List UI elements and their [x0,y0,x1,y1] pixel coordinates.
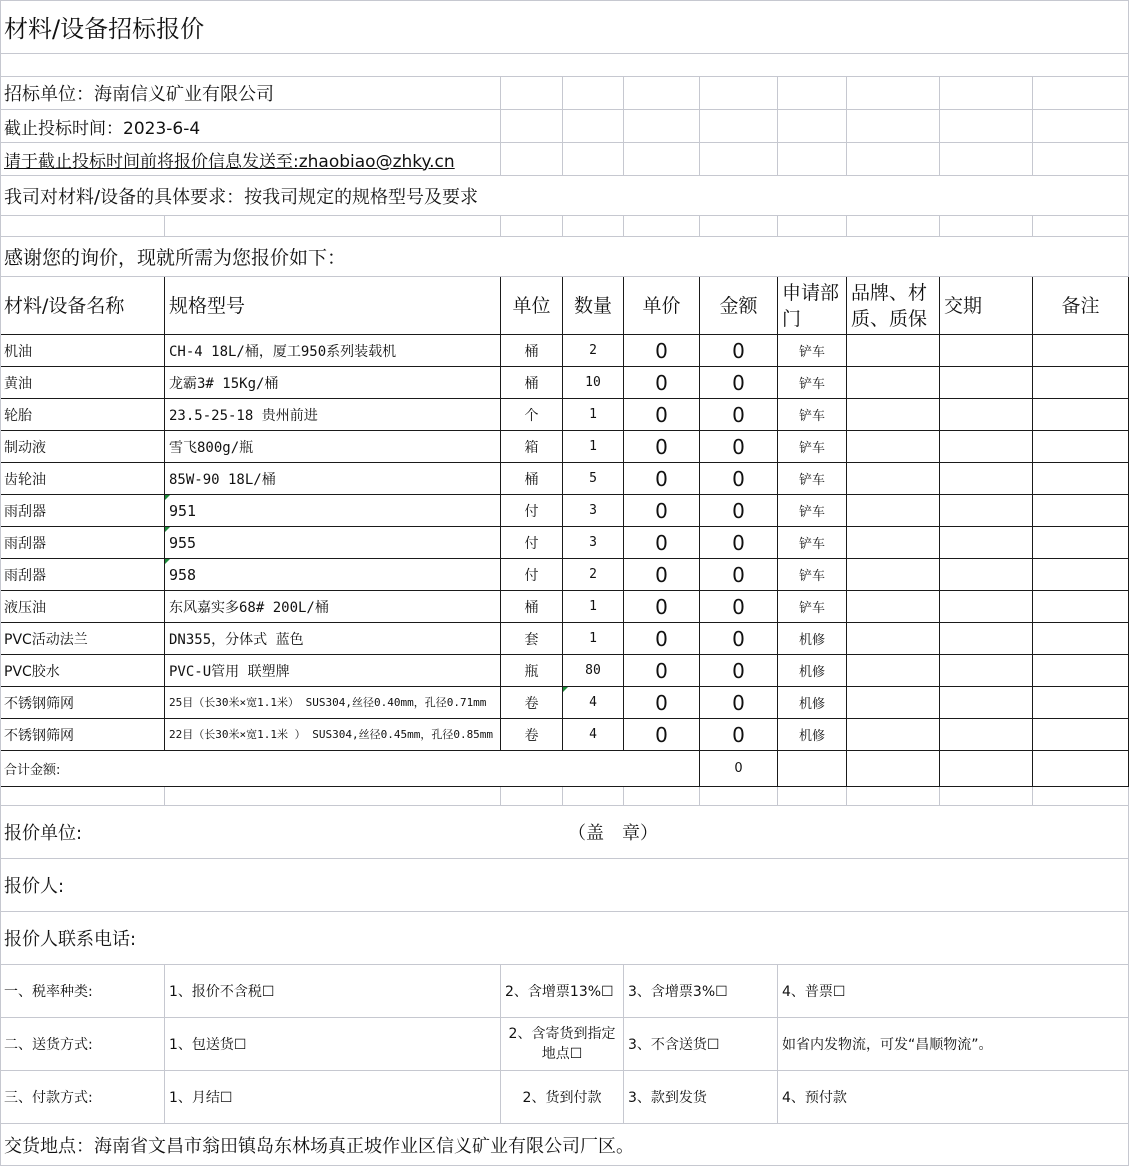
requirement-note: 我司对材料/设备的具体要求：按我司规定的规格型号及要求 [0,176,1129,216]
item-name: PVC胶水 [0,655,165,687]
sheet-left-border [0,0,1,1166]
item-amount: 0 [700,687,778,719]
item-unit: 桶 [501,335,563,367]
item-name: 齿轮油 [0,463,165,495]
empty-cell[interactable] [940,751,1033,787]
item-brand[interactable] [847,431,940,463]
item-spec: 25目（长30米×宽1.1米） SUS304,丝径0.40mm，孔径0.71mm [165,687,501,719]
empty-cell[interactable] [1033,787,1129,806]
item-remark[interactable] [1033,399,1129,431]
item-unit: 卷 [501,687,563,719]
empty-cell[interactable] [563,143,624,176]
item-name: 不锈钢筛网 [0,687,165,719]
option-label-tax: 一、税率种类: [0,965,165,1018]
empty-cell[interactable] [940,787,1033,806]
item-amount: 0 [700,431,778,463]
empty-cell[interactable] [778,143,847,176]
item-brand[interactable] [847,591,940,623]
item-dept: 铲车 [778,463,847,495]
item-unit: 桶 [501,367,563,399]
item-amount: 0 [700,495,778,527]
item-spec: 雪飞800g/瓶 [165,431,501,463]
option-payment-2[interactable]: 2、货到付款 [501,1071,624,1124]
empty-cell[interactable] [778,216,847,237]
empty-cell[interactable] [1033,143,1129,176]
item-qty[interactable]: 4 [563,719,624,751]
header-name: 材料/设备名称 [0,277,165,335]
item-amount: 0 [700,591,778,623]
item-dept: 铲车 [778,335,847,367]
item-spec: 龙霸3# 15Kg/桶 [165,367,501,399]
seal-note: （盖 章） [568,823,658,844]
item-delivery[interactable] [940,367,1033,399]
item-brand[interactable] [847,463,940,495]
empty-cell[interactable] [940,77,1033,110]
empty-cell[interactable] [563,787,624,806]
quote-phone-label: 报价人联系电话: [0,912,1129,965]
item-unit: 桶 [501,591,563,623]
item-qty[interactable]: 1 [563,399,624,431]
item-unit: 桶 [501,463,563,495]
item-dept: 机修 [778,687,847,719]
item-delivery[interactable] [940,559,1033,591]
item-dept: 铲车 [778,495,847,527]
item-delivery[interactable] [940,335,1033,367]
page-title: 材料/设备招标报价 [0,0,1129,54]
quote-unit-label: 报价单位: [4,823,83,844]
empty-cell[interactable] [165,216,501,237]
item-amount: 0 [700,399,778,431]
item-amount: 0 [700,559,778,591]
empty-cell[interactable] [624,143,700,176]
empty-cell[interactable] [778,110,847,143]
option-shipping-1[interactable]: 1、包送货☐ [165,1018,501,1071]
item-qty[interactable]: 10 [563,367,624,399]
empty-cell[interactable] [501,77,563,110]
empty-cell[interactable] [847,77,940,110]
thanks-note: 感谢您的询价，现就所需为您报价如下： [0,237,1129,277]
item-spec: 23.5-25-18 贵州前进 [165,399,501,431]
item-remark[interactable] [1033,335,1129,367]
item-name: 机油 [0,335,165,367]
item-brand[interactable] [847,399,940,431]
item-name: 雨刮器 [0,495,165,527]
item-amount: 0 [700,623,778,655]
item-delivery[interactable] [940,719,1033,751]
item-unit: 个 [501,399,563,431]
empty-cell[interactable] [1033,751,1129,787]
empty-cell[interactable] [165,787,501,806]
empty-cell[interactable] [940,216,1033,237]
total-value: 0 [700,751,778,787]
empty-cell[interactable] [501,216,563,237]
quote-unit-row [0,806,1129,859]
option-tax-1[interactable]: 1、报价不含税☐ [165,965,501,1018]
empty-cell[interactable] [847,110,940,143]
item-dept: 铲车 [778,559,847,591]
item-price[interactable]: 0 [624,367,700,399]
item-delivery[interactable] [940,591,1033,623]
item-qty[interactable]: 80 [563,655,624,687]
empty-cell[interactable] [847,143,940,176]
email-note[interactable]: 请于截止投标时间前将报价信息发送至:zhaobiao@zhky.cn [0,143,501,176]
item-dept: 铲车 [778,591,847,623]
item-unit: 付 [501,495,563,527]
item-qty[interactable]: 2 [563,335,624,367]
item-name: 制动液 [0,431,165,463]
delivery-place: 交货地点：海南省文昌市翁田镇岛东林场真正坡作业区信义矿业有限公司厂区。 [0,1124,1129,1166]
item-remark[interactable] [1033,655,1129,687]
empty-cell[interactable] [624,787,700,806]
item-price[interactable]: 0 [624,719,700,751]
item-spec: 955 [165,527,501,559]
item-price[interactable]: 0 [624,559,700,591]
deadline: 截止投标时间：2023-6-4 [0,110,501,143]
item-qty[interactable]: 2 [563,559,624,591]
tender-unit: 招标单位：海南信义矿业有限公司 [0,77,501,110]
empty-cell[interactable] [778,751,847,787]
item-brand[interactable] [847,527,940,559]
item-spec: 22目（长30米×宽1.1米 ） SUS304,丝径0.45mm，孔径0.85mm [165,719,501,751]
blank-row [0,54,1129,77]
item-qty[interactable]: 1 [563,431,624,463]
empty-cell[interactable] [700,110,778,143]
item-name: 黄油 [0,367,165,399]
header-amount: 金额 [700,277,778,335]
item-dept: 铲车 [778,367,847,399]
header-unit: 单位 [501,277,563,335]
item-spec: 85W-90 18L/桶 [165,463,501,495]
empty-cell[interactable] [700,143,778,176]
item-spec: 东风嘉实多68# 200L/桶 [165,591,501,623]
item-spec: 958 [165,559,501,591]
item-amount: 0 [700,527,778,559]
option-shipping-3[interactable]: 3、不含送货☐ [624,1018,778,1071]
empty-cell[interactable] [624,110,700,143]
empty-cell[interactable] [940,110,1033,143]
sheet-top-border [0,0,1129,1]
empty-cell[interactable] [940,143,1033,176]
header-qty: 数量 [563,277,624,335]
item-price[interactable]: 0 [624,495,700,527]
option-payment-4[interactable]: 4、预付款 [778,1071,1129,1124]
item-spec: DN355，分体式 蓝色 [165,623,501,655]
item-unit: 付 [501,527,563,559]
item-dept: 机修 [778,623,847,655]
empty-cell[interactable] [501,143,563,176]
item-unit: 瓶 [501,655,563,687]
item-name: 轮胎 [0,399,165,431]
item-amount: 0 [700,367,778,399]
empty-cell[interactable] [624,216,700,237]
item-remark[interactable] [1033,623,1129,655]
item-price[interactable]: 0 [624,335,700,367]
item-amount: 0 [700,335,778,367]
item-spec: PVC-U管用 联塑牌 [165,655,501,687]
item-name: 雨刮器 [0,527,165,559]
item-price[interactable]: 0 [624,431,700,463]
item-unit: 套 [501,623,563,655]
item-remark[interactable] [1033,367,1129,399]
empty-cell[interactable] [847,751,940,787]
empty-cell[interactable] [1033,77,1129,110]
item-brand[interactable] [847,623,940,655]
item-amount: 0 [700,463,778,495]
item-delivery[interactable] [940,463,1033,495]
item-dept: 机修 [778,719,847,751]
item-delivery[interactable] [940,495,1033,527]
empty-cell[interactable] [563,77,624,110]
item-brand[interactable] [847,655,940,687]
item-spec: 951 [165,495,501,527]
item-name: 不锈钢筛网 [0,719,165,751]
item-name: PVC活动法兰 [0,623,165,655]
item-amount: 0 [700,719,778,751]
item-delivery[interactable] [940,655,1033,687]
item-price[interactable]: 0 [624,687,700,719]
item-price[interactable]: 0 [624,623,700,655]
header-dept: 申请部门 [778,277,847,335]
item-price[interactable]: 0 [624,655,700,687]
item-spec: CH-4 18L/桶，厦工950系列装载机 [165,335,501,367]
empty-cell[interactable] [700,216,778,237]
item-remark[interactable] [1033,431,1129,463]
item-price[interactable]: 0 [624,399,700,431]
empty-cell[interactable] [1033,216,1129,237]
option-shipping-2[interactable]: 2、含寄货到指定地点☐ [501,1018,624,1071]
empty-cell[interactable] [847,216,940,237]
option-tax-3[interactable]: 3、含增票3%☐ [624,965,778,1018]
item-unit: 付 [501,559,563,591]
item-delivery[interactable] [940,431,1033,463]
item-brand[interactable] [847,559,940,591]
option-shipping-4[interactable]: 如省内发物流，可发“昌顺物流”。 [778,1018,1129,1071]
item-price[interactable]: 0 [624,527,700,559]
option-tax-2[interactable]: 2、含增票13%☐ [501,965,624,1018]
empty-cell[interactable] [0,787,165,806]
item-remark[interactable] [1033,495,1129,527]
empty-cell[interactable] [700,77,778,110]
item-dept: 机修 [778,655,847,687]
item-delivery[interactable] [940,399,1033,431]
item-remark[interactable] [1033,527,1129,559]
item-dept: 铲车 [778,527,847,559]
item-dept: 铲车 [778,431,847,463]
header-delivery: 交期 [940,277,1033,335]
item-qty[interactable]: 3 [563,527,624,559]
option-tax-4[interactable]: 4、普票☐ [778,965,1129,1018]
item-name: 雨刮器 [0,559,165,591]
option-label-shipping: 二、送货方式: [0,1018,165,1071]
option-payment-1[interactable]: 1、月结☐ [165,1071,501,1124]
quote-person-label: 报价人: [0,859,1129,912]
empty-cell[interactable] [563,216,624,237]
total-label: 合计金额: [0,751,700,787]
header-brand: 品牌、材质、质保 [847,277,940,335]
item-amount: 0 [700,655,778,687]
item-unit: 卷 [501,719,563,751]
item-qty[interactable]: 4 [563,687,624,719]
header-price: 单价 [624,277,700,335]
item-remark[interactable] [1033,719,1129,751]
empty-cell[interactable] [501,787,563,806]
item-price[interactable]: 0 [624,463,700,495]
item-price[interactable]: 0 [624,591,700,623]
empty-cell[interactable] [563,110,624,143]
header-remark: 备注 [1033,277,1129,335]
item-name: 液压油 [0,591,165,623]
option-payment-3[interactable]: 3、款到发货 [624,1071,778,1124]
item-delivery[interactable] [940,527,1033,559]
item-delivery[interactable] [940,687,1033,719]
item-brand[interactable] [847,367,940,399]
empty-cell[interactable] [778,787,847,806]
option-label-payment: 三、付款方式: [0,1071,165,1124]
item-remark[interactable] [1033,559,1129,591]
empty-cell[interactable] [624,77,700,110]
empty-cell[interactable] [1033,110,1129,143]
item-remark[interactable] [1033,591,1129,623]
empty-cell[interactable] [700,787,778,806]
empty-cell[interactable] [778,77,847,110]
empty-cell[interactable] [0,216,165,237]
item-brand[interactable] [847,495,940,527]
item-dept: 铲车 [778,399,847,431]
item-unit: 箱 [501,431,563,463]
item-qty[interactable]: 1 [563,623,624,655]
item-qty[interactable]: 1 [563,591,624,623]
empty-cell[interactable] [501,110,563,143]
empty-cell[interactable] [847,787,940,806]
header-spec: 规格型号 [165,277,501,335]
item-remark[interactable] [1033,687,1129,719]
item-brand[interactable] [847,719,940,751]
item-qty[interactable]: 3 [563,495,624,527]
item-delivery[interactable] [940,623,1033,655]
item-brand[interactable] [847,687,940,719]
item-brand[interactable] [847,335,940,367]
item-qty[interactable]: 5 [563,463,624,495]
item-remark[interactable] [1033,463,1129,495]
